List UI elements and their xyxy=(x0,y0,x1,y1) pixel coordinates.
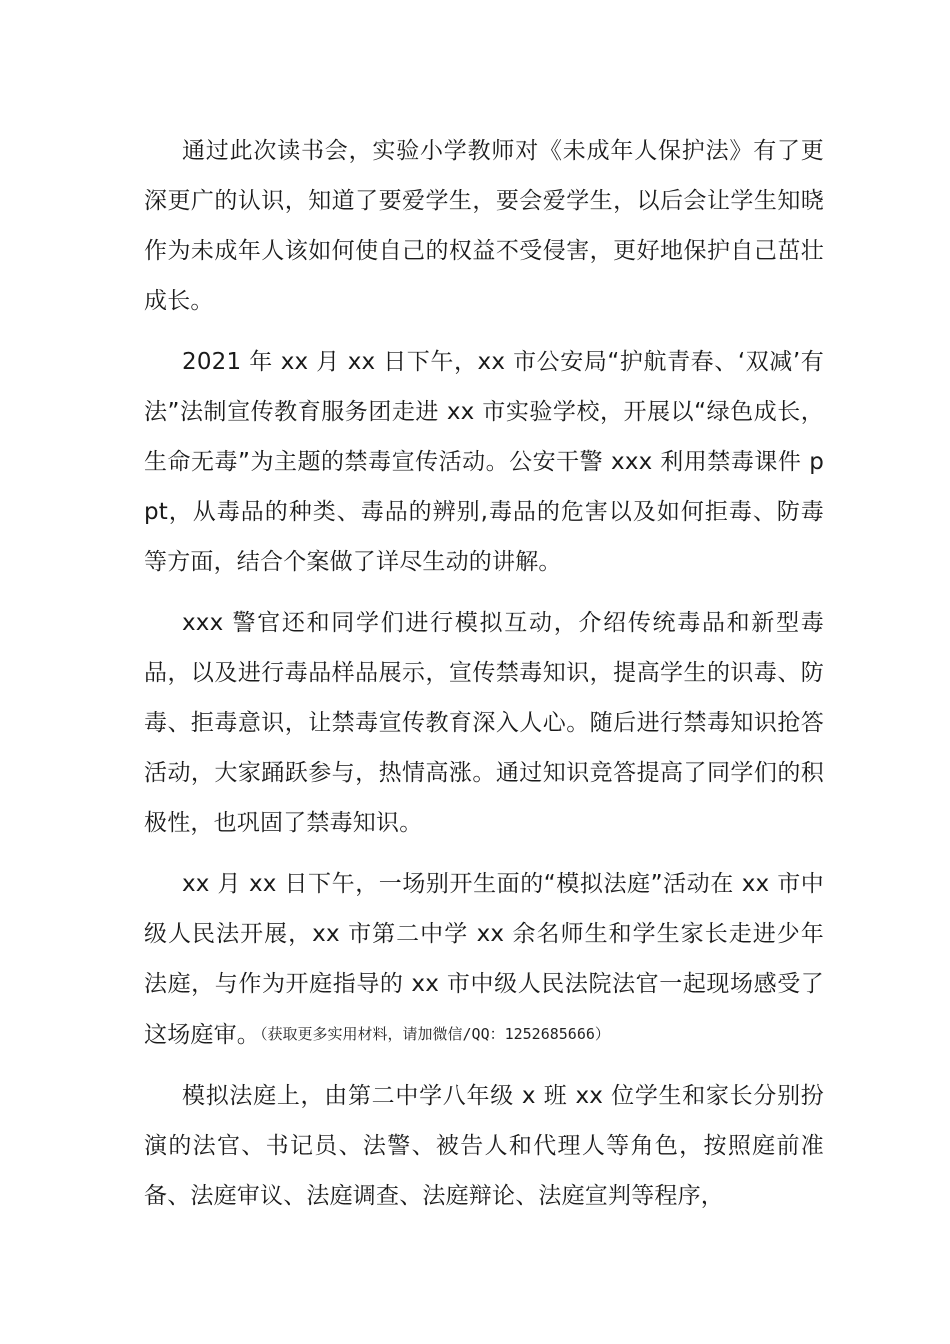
paragraph-text: 2021 年 xx 月 xx 日下午，xx 市公安局“护航青春、‘双减’有法”法制宣传教育服务团走进 xx 市实验学校，开展以“绿色成长，生命无毒”为主题的禁毒宣传活动。公安干警 xxx 利用禁毒课件 ppt，从毒品的种类、毒品的辨别,毒品的危害以及如何拒毒、防毒等方面，结合个案做了详尽生动的讲解。 xyxy=(144,349,824,575)
paragraph-anti-drug-event xyxy=(144,337,824,587)
paragraph-text: 模拟法庭上，由第二中学八年级 x 班 xx 位学生和家长分别扮演的法官、书记员、法警、被告人和代理人等角色，按照庭前准备、法庭审议、法庭调查、法庭辩论、法庭宣判等程序， xyxy=(144,1083,824,1209)
paragraph-officer-interaction xyxy=(144,598,824,848)
paragraph-mock-court-roles xyxy=(144,1071,824,1221)
document-body xyxy=(144,126,824,1232)
paragraph-text: 通过此次读书会，实验小学教师对《未成年人保护法》有了更深更广的认识，知道了要爱学生，要会爱学生，以后会让学生知晓作为未成年人该如何使自己的权益不受侵害，更好地保护自己茁壮成长。 xyxy=(144,138,824,314)
paragraph-text: xxx 警官还和同学们进行模拟互动，介绍传统毒品和新型毒品，以及进行毒品样品展示，宣传禁毒知识，提高学生的识毒、防毒、拒毒意识，让禁毒宣传教育深入人心。随后进行禁毒知识抢答活动，大家踊跃参与，热情高涨。通过知识竞答提高了同学们的积极性，也巩固了禁毒知识。 xyxy=(144,610,824,836)
paragraph-mock-court xyxy=(144,859,824,1060)
paragraph-text: xx 月 xx 日下午，一场别开生面的“模拟法庭”活动在 xx 市中级人民法开展，xx 市第二中学 xx 余名师生和学生家长走进少年法庭，与作为开庭指导的 xx 市中级人民法院法官一起现场感受了这场庭审。 xyxy=(144,871,824,1048)
contact-note: （获取更多实用材料，请加微信/QQ：1252685666） xyxy=(260,1025,610,1043)
paragraph-reading-meeting xyxy=(144,126,824,326)
